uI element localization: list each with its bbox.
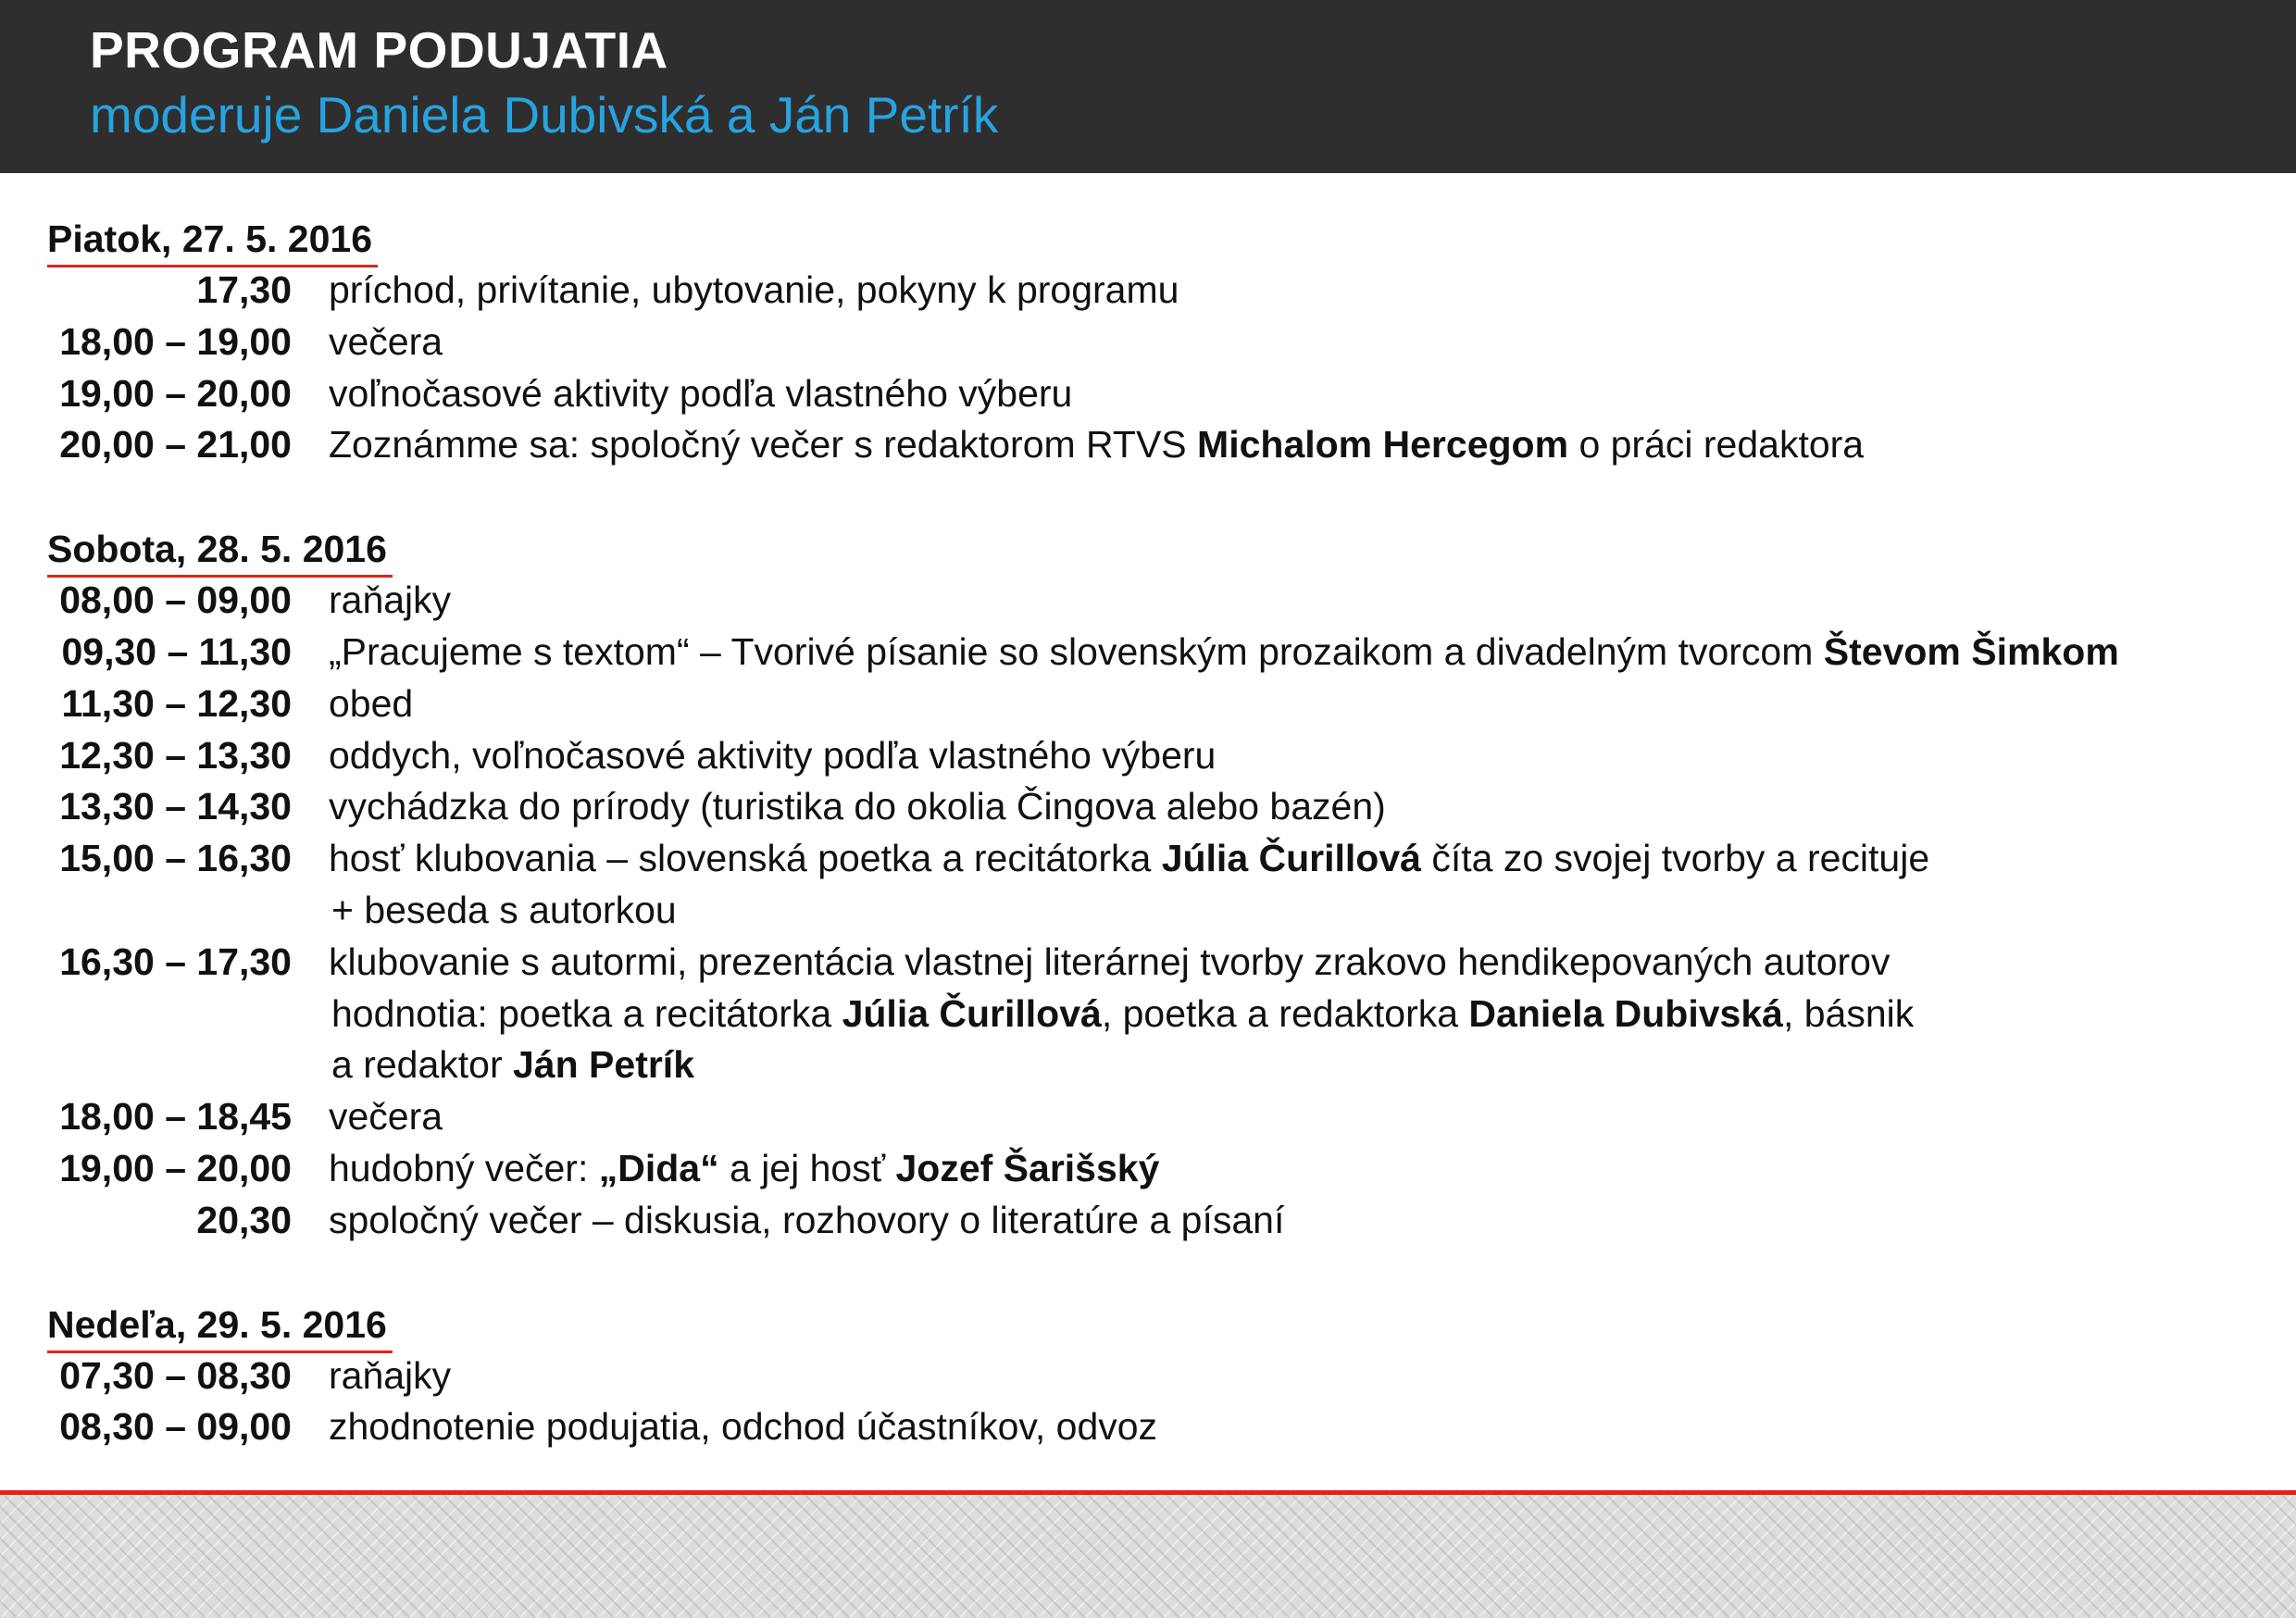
schedule-description	[329, 1195, 1284, 1247]
schedule-row	[47, 419, 2251, 471]
schedule-row	[47, 1350, 2251, 1402]
highlighted-name: Jozef Šarišský	[895, 1146, 1160, 1189]
schedule-row	[47, 1091, 2251, 1143]
schedule-row	[47, 833, 2251, 937]
schedule-time: 13,30 – 14,30	[59, 785, 292, 828]
schedule-row	[47, 1143, 2251, 1195]
description-line	[329, 368, 1072, 420]
schedule-time: 19,00 – 20,00	[59, 371, 292, 415]
day-section	[47, 1299, 2251, 1454]
schedule-time: 15,00 – 16,30	[59, 837, 292, 880]
description-line	[329, 1039, 1914, 1091]
description-text: hodnotia: poetka a recitátorka	[331, 991, 842, 1035]
schedule-description	[329, 678, 413, 730]
description-line	[329, 989, 1914, 1040]
description-text: oddych, voľnočasové aktivity podľa vlastného výberu	[329, 733, 1217, 777]
schedule-row	[47, 368, 2251, 420]
footer-pattern	[0, 1495, 2296, 1618]
description-text: , básnik	[1782, 991, 1915, 1035]
schedule-time: 08,00 – 09,00	[59, 579, 292, 622]
day-heading: Nedeľa, 29. 5. 2016	[47, 1299, 387, 1350]
description-line	[329, 1350, 451, 1402]
schedule-row	[47, 1195, 2251, 1247]
description-text: vychádzka do prírody (turistika do okolia Čingova alebo bazén)	[329, 785, 1386, 828]
schedule-description	[329, 265, 1179, 317]
schedule-row	[47, 265, 2251, 317]
description-text: večera	[329, 1095, 443, 1139]
description-text: raňajky	[329, 579, 452, 622]
description-text: spoločný večer – diskusia, rozhovory o literatúre a písaní	[329, 1198, 1285, 1241]
schedule-row	[47, 730, 2251, 782]
description-text: „Pracujeme s textom“ – Tvorivé písanie so slovenským prozaikom a divadelným tvorcom	[329, 629, 1824, 673]
description-text: voľnočasové aktivity podľa vlastného výberu	[329, 371, 1073, 415]
highlighted-name: „Dida“	[598, 1146, 719, 1189]
schedule-row	[47, 937, 2251, 1091]
schedule-description	[329, 730, 1216, 782]
schedule-row	[47, 627, 2251, 678]
description-line	[329, 1143, 1159, 1195]
description-line	[329, 419, 1864, 471]
description-line	[329, 885, 1929, 937]
description-text: obed	[329, 681, 414, 725]
schedule-time: 18,00 – 18,45	[59, 1095, 292, 1139]
description-text: a jej hosť	[718, 1146, 896, 1189]
description-text: číta zo svojej tvorby a recituje	[1420, 837, 1930, 880]
description-text: Zoznámme sa: spoločný večer s redaktorom RTVS	[329, 423, 1198, 467]
schedule-description	[329, 368, 1072, 420]
description-line	[329, 833, 1929, 885]
schedule-row	[47, 1401, 2251, 1453]
schedule-description	[329, 1401, 1157, 1453]
highlighted-name: Števom Šimkom	[1823, 629, 2119, 673]
description-line	[329, 937, 1914, 989]
schedule-time: 17,30	[196, 268, 292, 311]
schedule-description	[329, 1350, 451, 1402]
schedule-description	[329, 781, 1386, 833]
schedule-time: 20,30	[196, 1198, 292, 1241]
description-text: večera	[329, 319, 443, 363]
description-text: + beseda s autorkou	[331, 888, 677, 931]
schedule-description	[329, 317, 443, 368]
description-text: o práci redaktora	[1568, 423, 1865, 467]
description-line	[329, 265, 1179, 317]
schedule-row	[47, 575, 2251, 627]
description-text: , poetka a redaktorka	[1101, 991, 1469, 1035]
schedule-time: 08,30 – 09,00	[59, 1405, 292, 1449]
highlighted-name: Ján Petrík	[513, 1043, 694, 1087]
description-line	[329, 1091, 443, 1143]
schedule-description	[329, 627, 2119, 678]
schedule-description	[329, 1091, 443, 1143]
highlighted-name: Michalom Hercegom	[1197, 423, 1569, 467]
schedule-time: 12,30 – 13,30	[59, 733, 292, 777]
description-text: príchod, privítanie, ubytovanie, pokyny k programu	[329, 268, 1179, 311]
description-line	[329, 1401, 1157, 1453]
schedule	[47, 213, 2251, 1505]
page-subtitle: moderuje Daniela Dubivská a Ján Petrík	[90, 86, 999, 143]
schedule-row	[47, 781, 2251, 833]
description-line	[329, 575, 451, 627]
header-bar	[0, 0, 2296, 173]
schedule-time: 11,30 – 12,30	[61, 681, 292, 725]
page-title: PROGRAM PODUJATIA	[90, 21, 668, 79]
schedule-time: 20,00 – 21,00	[59, 423, 292, 467]
schedule-description	[329, 833, 1929, 937]
day-section	[47, 523, 2251, 1246]
description-text: zhodnotenie podujatia, odchod účastníkov, odvoz	[329, 1405, 1158, 1449]
description-text: klubovanie s autormi, prezentácia vlastnej literárnej tvorby zrakovo hendikepovaných autorov	[329, 940, 1890, 983]
day-heading: Piatok, 27. 5. 2016	[47, 213, 372, 265]
highlighted-name: Júlia Čurillová	[842, 991, 1102, 1035]
schedule-time: 09,30 – 11,30	[61, 629, 292, 673]
day-section	[47, 213, 2251, 471]
schedule-description	[329, 1143, 1159, 1195]
description-line	[329, 627, 2119, 678]
schedule-description	[329, 419, 1864, 471]
schedule-time: 07,30 – 08,30	[59, 1353, 292, 1397]
schedule-time: 16,30 – 17,30	[59, 940, 292, 983]
description-text: raňajky	[329, 1353, 452, 1397]
highlighted-name: Júlia Čurillová	[1161, 837, 1421, 880]
description-line	[329, 317, 443, 368]
description-text: hosť klubovania – slovenská poetka a recitátorka	[329, 837, 1162, 880]
description-line	[329, 678, 413, 730]
description-line	[329, 781, 1386, 833]
schedule-time: 19,00 – 20,00	[59, 1146, 292, 1189]
schedule-row	[47, 317, 2251, 368]
highlighted-name: Daniela Dubivská	[1468, 991, 1783, 1035]
description-line	[329, 1195, 1284, 1247]
schedule-description	[329, 575, 451, 627]
description-text: hudobný večer:	[329, 1146, 599, 1189]
schedule-description	[329, 937, 1914, 1091]
schedule-time: 18,00 – 19,00	[59, 319, 292, 363]
description-text: a redaktor	[331, 1043, 513, 1087]
description-line	[329, 730, 1216, 782]
schedule-row	[47, 678, 2251, 730]
day-heading: Sobota, 28. 5. 2016	[47, 523, 387, 575]
